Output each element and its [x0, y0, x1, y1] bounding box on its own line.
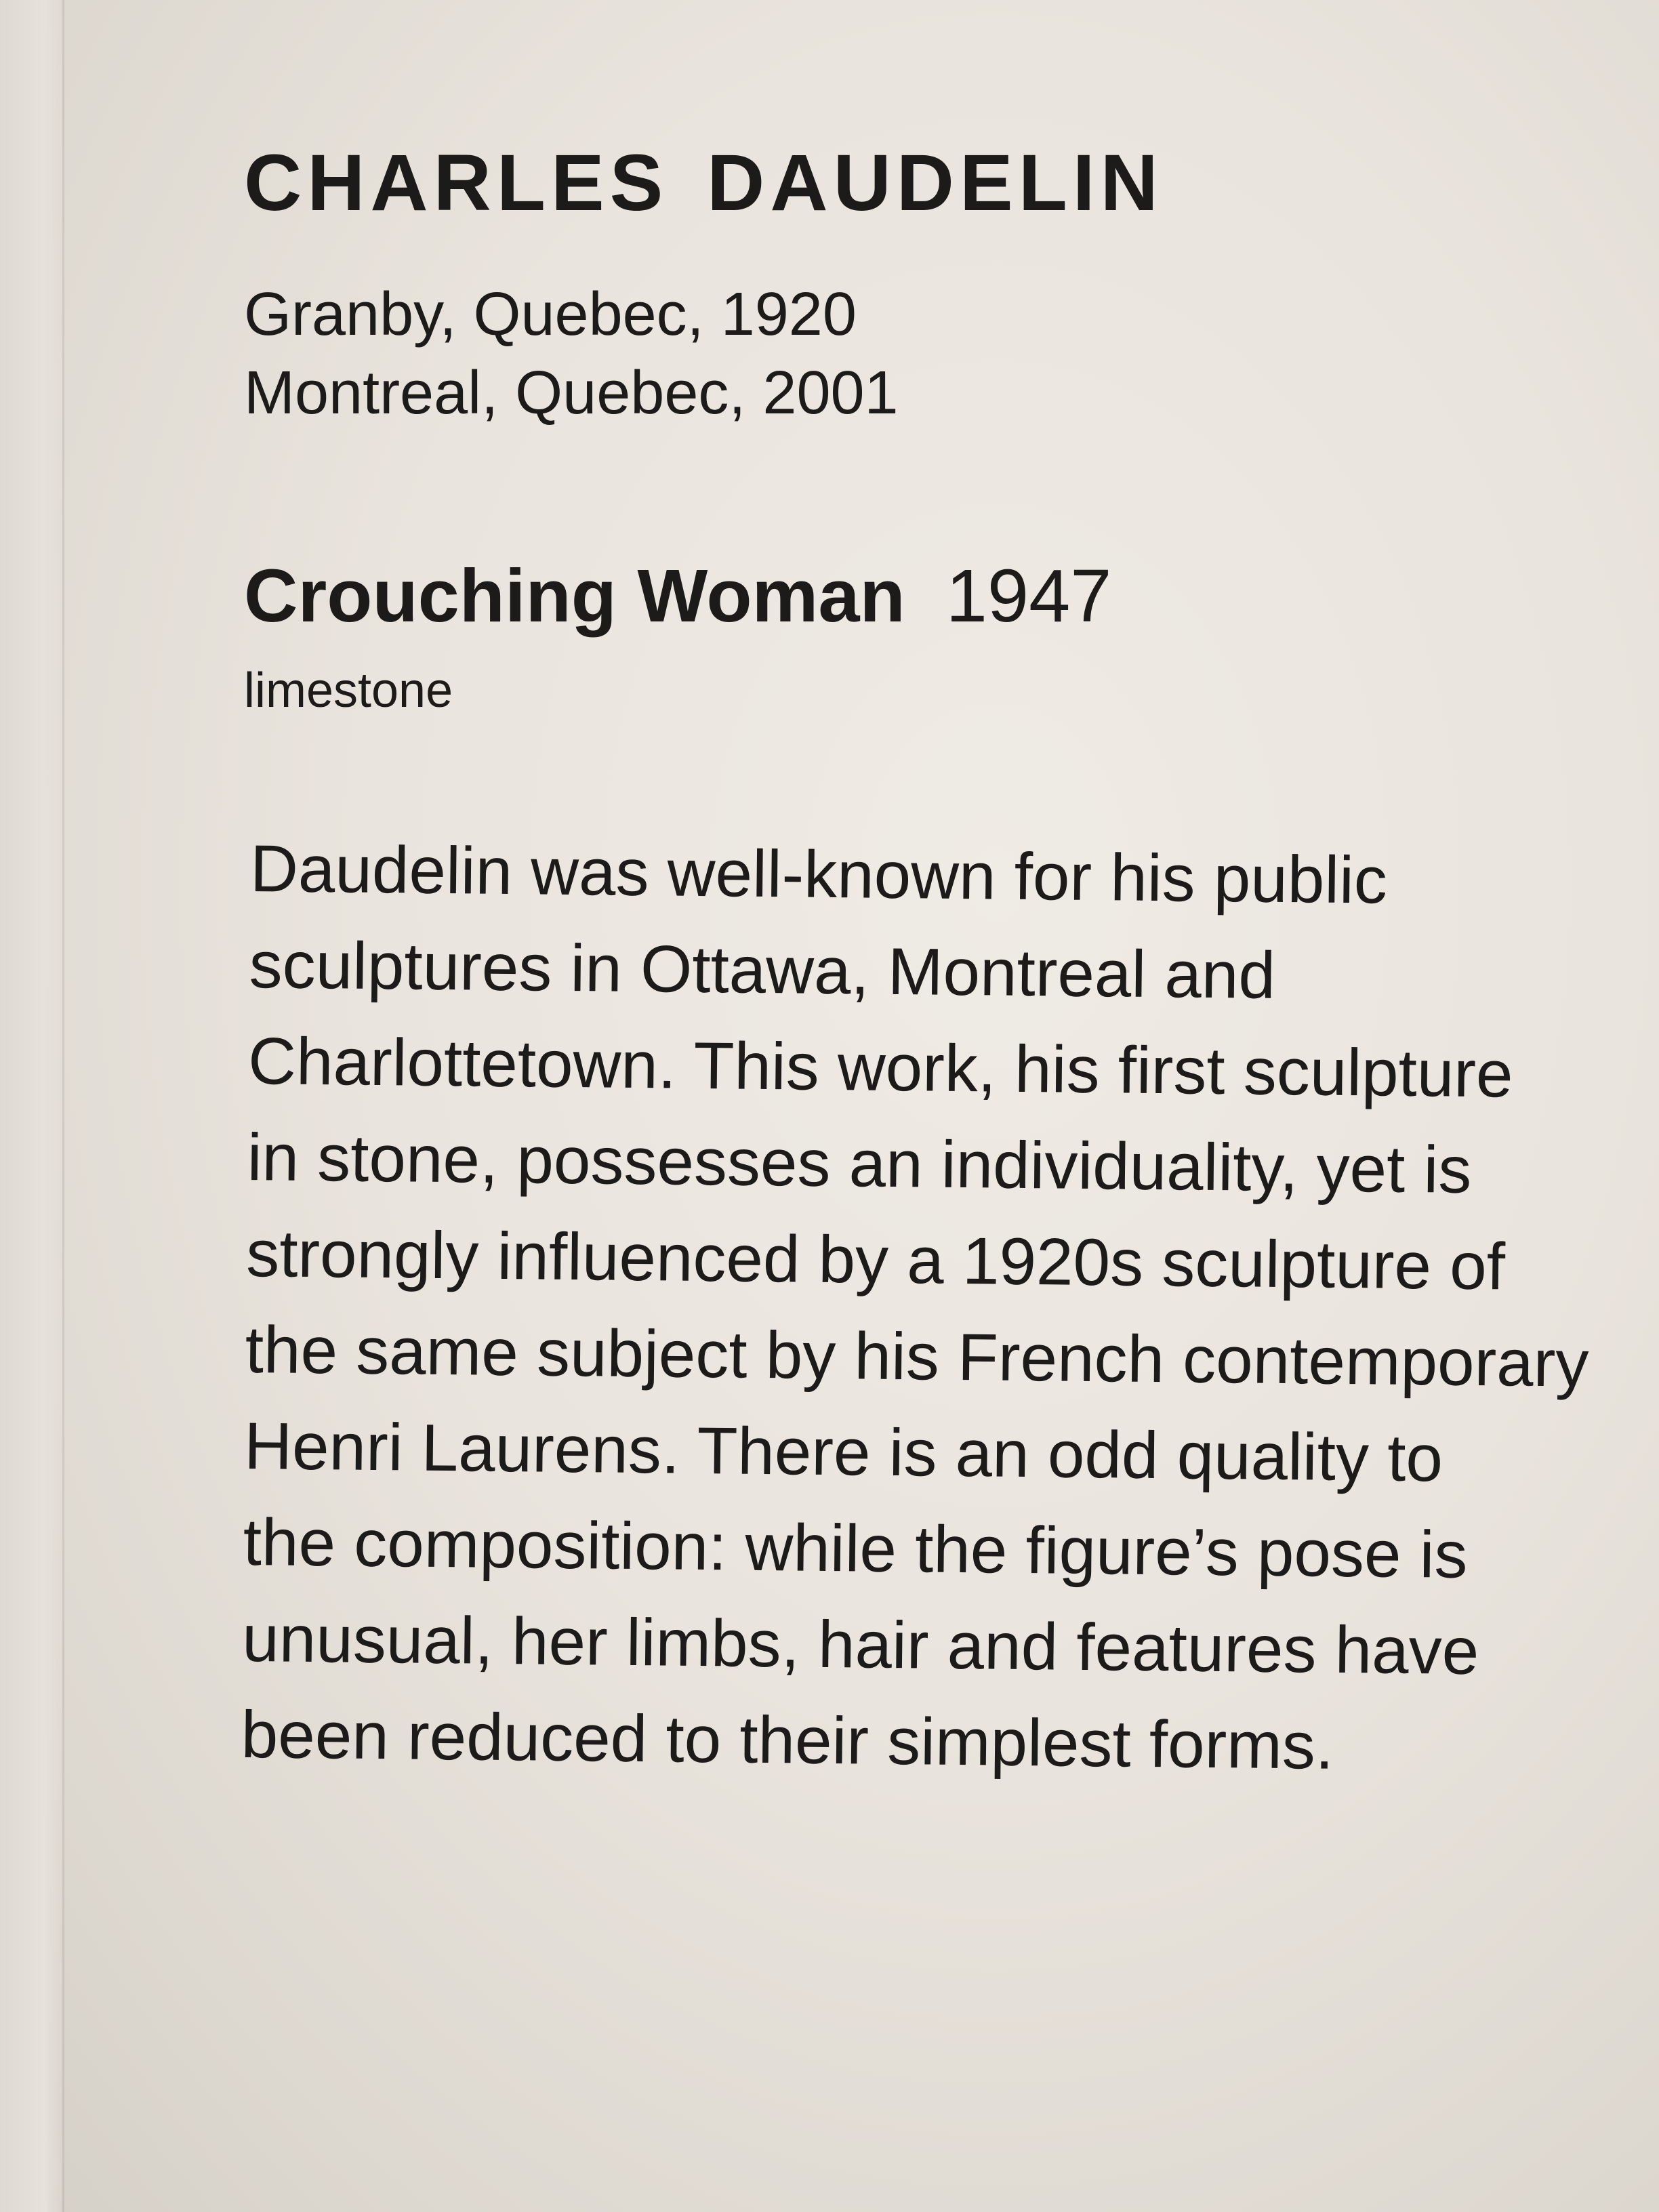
description-line: been reduced to their simplest forms.: [241, 1696, 1334, 1783]
description-line: in stone, possesses an individuality, yet is: [247, 1119, 1472, 1207]
death-place: Montreal, Quebec, 2001: [244, 359, 899, 427]
artwork-year: 1947: [945, 554, 1112, 638]
museum-label: [241, 136, 1654, 1783]
description-line: Daudelin was well-known for his public: [249, 830, 1388, 918]
birth-place: Granby, Quebec, 1920: [244, 280, 857, 348]
artwork-description: [241, 820, 1659, 1797]
description-line: strongly influenced by a 1920s sculpture of: [245, 1215, 1506, 1304]
artwork-medium: limestone: [244, 663, 453, 718]
description-line: sculptures in Ottawa, Montreal and: [249, 926, 1276, 1012]
description-line: unusual, her limbs, hair and features have: [241, 1600, 1479, 1689]
description-line: Henri Laurens. There is an odd quality to: [243, 1408, 1443, 1496]
artwork-title: Crouching Woman: [244, 554, 905, 638]
description-line: the composition: while the figure’s pose is: [243, 1504, 1469, 1592]
description-line: Charlottetown. This work, his first sculpture: [247, 1023, 1514, 1111]
artist-name: CHARLES DAUDELIN: [244, 138, 1164, 228]
wall-edge-line: [62, 0, 64, 2212]
artist-bio: [244, 275, 1654, 432]
wall-edge-shadow: [0, 0, 64, 2212]
artwork-title-row: [244, 552, 1654, 641]
description-line: the same subject by his French contemporary: [245, 1311, 1589, 1401]
